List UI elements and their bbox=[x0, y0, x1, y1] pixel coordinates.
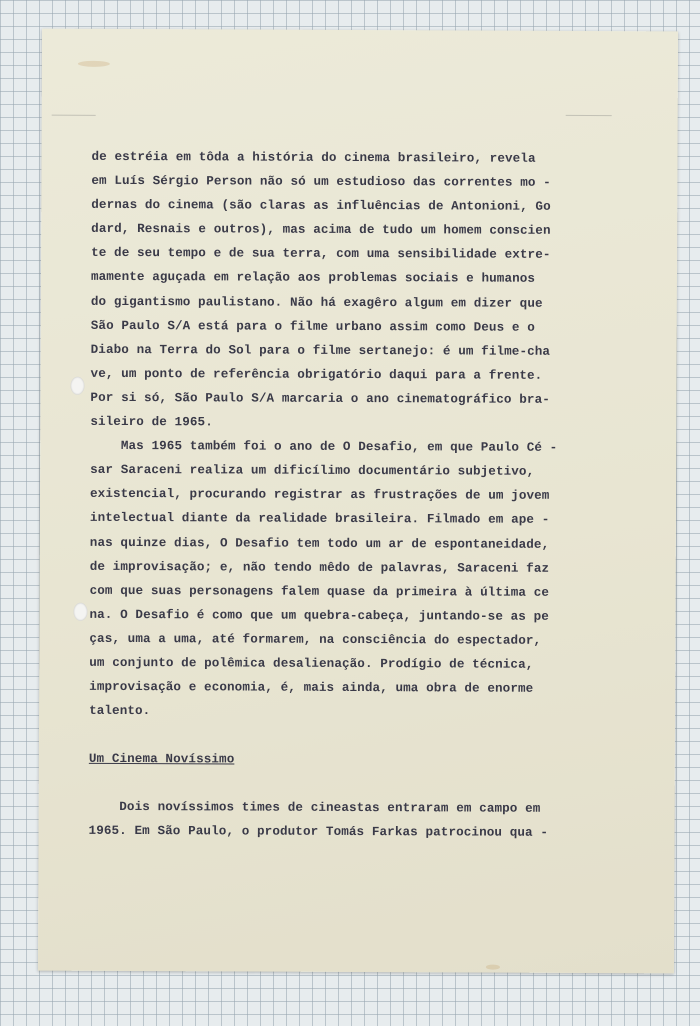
spacer bbox=[89, 771, 549, 797]
paper-stain bbox=[78, 61, 110, 67]
text-line: de estréia em tôda a história do cinema brasileiro, revela bbox=[91, 149, 536, 166]
spacer bbox=[89, 723, 549, 749]
text-line: te de seu tempo e de sua terra, com uma sensibilidade extre- bbox=[91, 246, 551, 263]
text-line: um conjunto de polêmica desalienação. Prodígio de técnica, bbox=[89, 655, 534, 672]
text-line: dard, Resnais e outros), mas acima de tudo um homem conscien bbox=[91, 222, 551, 239]
text-line: em Luís Sérgio Person não só um estudioso das correntes mo - bbox=[91, 173, 551, 190]
text-line: Mas 1965 também foi o ano de O Desafio, em que Paulo Cé - bbox=[90, 438, 558, 455]
typewritten-page bbox=[38, 29, 678, 974]
punch-hole-lower bbox=[73, 603, 87, 621]
top-rule-right bbox=[566, 115, 612, 116]
text-line: Dois novíssimos times de cineastas entraram em campo em bbox=[88, 800, 541, 817]
text-line: com que suas personagens falem quase da primeira à última ce bbox=[89, 583, 550, 600]
text-line: ças, uma a uma, até formarem, na consciência do espectador, bbox=[89, 631, 542, 648]
text-line: intelectual diante da realidade brasileira. Filmado em ape - bbox=[89, 511, 550, 528]
text-line: sileiro de 1965. bbox=[90, 414, 213, 430]
typed-text-body bbox=[88, 145, 558, 846]
text-line: Por si só, São Paulo S/A marcaria o ano cinematográfico bra- bbox=[90, 390, 550, 407]
text-line: Diabo na Terra do Sol para o filme sertanejo: é um filme-cha bbox=[90, 342, 551, 359]
text-line: ve, um ponto de referência obrigatório daqui para a frente. bbox=[90, 366, 543, 383]
text-line: de improvisação; e, não tendo mêdo de palavras, Saraceni faz bbox=[89, 559, 550, 576]
text-line: dernas do cinema (são claras as influências de Antonioni, Go bbox=[91, 198, 551, 215]
text-line: improvisação e economia, é, mais ainda, uma obra de enorme bbox=[89, 679, 534, 696]
top-rule-left bbox=[52, 115, 96, 116]
paragraph-2 bbox=[89, 434, 558, 725]
text-line: mamente aguçada em relação aos problemas sociais e humanos bbox=[90, 270, 536, 287]
text-line: 1965. Em São Paulo, o produtor Tomás Farkas patrocinou qua - bbox=[88, 824, 549, 841]
punch-hole-upper bbox=[70, 377, 84, 395]
paper-stain-bottom bbox=[486, 965, 500, 970]
paragraph-1 bbox=[90, 145, 551, 436]
text-line: existencial, procurando registrar as frustrações de um jovem bbox=[89, 487, 550, 504]
text-line: nas quinze dias, O Desafio tem todo um ar de espontaneidade, bbox=[89, 535, 550, 552]
text-line: talento. bbox=[89, 703, 151, 719]
text-line: na. O Desafio é como que um quebra-cabeça, juntando-se as pe bbox=[89, 607, 549, 624]
text-line: do gigantismo paulistano. Não há exagêro algum em dizer que bbox=[90, 294, 543, 311]
paragraph-3 bbox=[89, 795, 549, 845]
section-heading: Um Cinema Novíssimo bbox=[88, 752, 235, 767]
text-line: São Paulo S/A está para o filme urbano assim como Deus e o bbox=[90, 318, 535, 335]
text-line: sar Saraceni realiza um dificílimo documentário subjetivo, bbox=[90, 463, 535, 479]
